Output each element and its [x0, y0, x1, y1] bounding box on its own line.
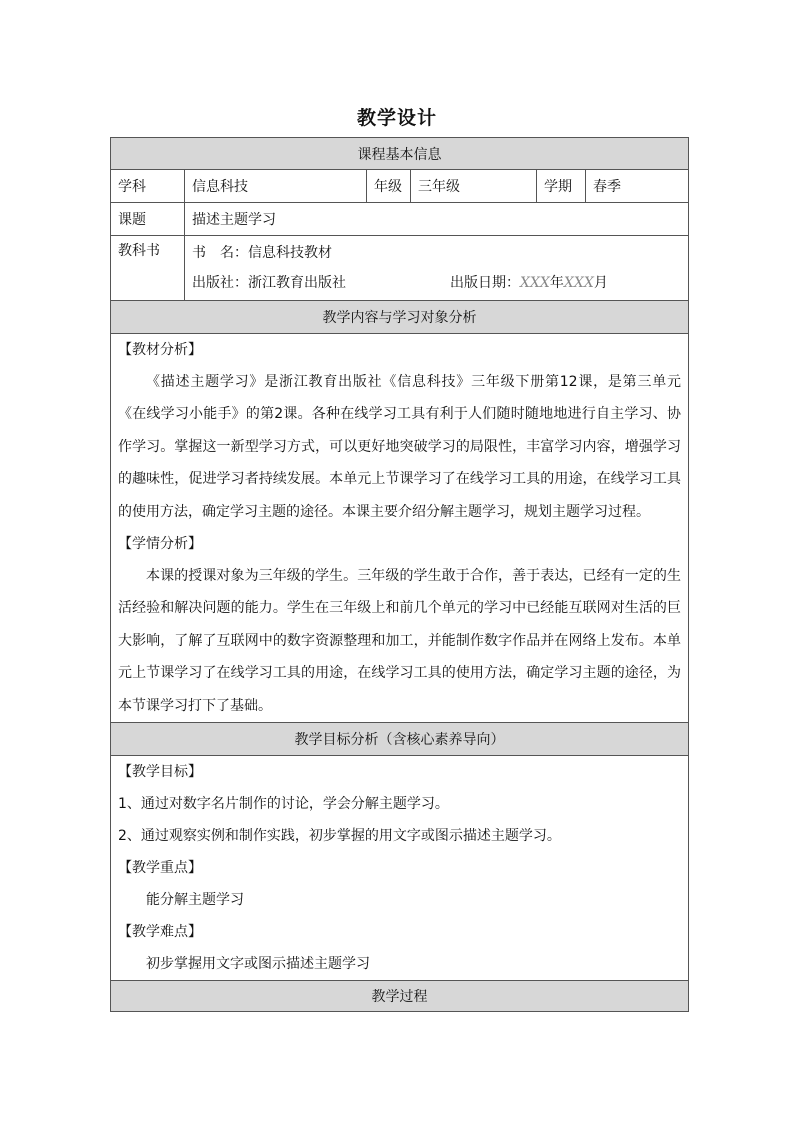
content-analysis-row — [111, 334, 689, 723]
publisher-label: 出版社： — [192, 275, 248, 291]
book-name-value: 信息科技教材 — [248, 245, 332, 261]
grade-value: 三年级 — [411, 170, 537, 203]
textbook-label: 教科书 — [111, 236, 185, 301]
term-value: 春季 — [586, 170, 689, 203]
key-point-text: 能分解主题学习 — [146, 892, 244, 909]
difficulty-heading: 【教学难点】 — [118, 924, 202, 941]
topic-value: 描述主题学习 — [185, 203, 689, 236]
book-name-label: 书 名： — [192, 245, 248, 261]
key-point-heading: 【教学重点】 — [118, 860, 202, 877]
section-objective-analysis: 教学目标分析（含核心素养导向） — [111, 723, 689, 756]
textbook-row — [111, 236, 689, 301]
goal-heading: 【教学目标】 — [118, 764, 202, 781]
term-label: 学期 — [537, 170, 586, 203]
goal-item-2: 2、通过观察实例和制作实践，初步掌握的用文字或图示描述主题学习。 — [118, 828, 561, 845]
pub-date-month: XXX — [563, 275, 594, 291]
basic-info-row — [111, 170, 689, 203]
subject-value: 信息科技 — [185, 170, 367, 203]
section-content-analysis: 教学内容与学习对象分析 — [111, 301, 689, 334]
grade-label: 年级 — [367, 170, 411, 203]
publisher-value: 浙江教育出版社 — [248, 275, 346, 291]
material-paragraph: 《描述主题学习》是浙江教育出版社《信息科技》三年级下册第12课，是第三单元《在线学习小能手》的第2课。各种在线学习工具有利于人们随时随地地进行自主学习、协作学习。掌握这一新型学习方式，可以更好地突破学习的局限性，丰富学习内容，增强学习的趣味性，促进学习者持续发展。本单元上节课学习了在线学习工具的用途，在线学习工具的使用方法，确定学习主题的途径。本课主要介绍分解主题学习，规划主题学习过程。 — [118, 374, 681, 520]
objectives-row — [111, 756, 689, 981]
pub-date-label: 出版日期： — [450, 275, 520, 291]
pub-date-year: XXX — [520, 275, 550, 291]
section-header-row — [111, 301, 689, 334]
section-header-row — [111, 723, 689, 756]
section-process: 教学过程 — [111, 981, 689, 1012]
objectives-body — [111, 756, 689, 981]
goal-item-1: 1、通过对数字名片制作的讨论，学会分解主题学习。 — [118, 796, 449, 813]
difficulty-text: 初步掌握用文字或图示描述主题学习 — [146, 956, 370, 973]
topic-label: 课题 — [111, 203, 185, 236]
content-analysis-body — [111, 334, 689, 723]
document-title: 教学设计 — [356, 107, 437, 129]
section-basic-info: 课程基本信息 — [111, 138, 689, 170]
learner-paragraph: 本课的授课对象为三年级的学生。三年级的学生敢于合作，善于表达，已经有一定的生活经验和解决问题的能力。学生在三年级上和前几个单元的学习中已经能互联网对生活的巨大影响，了解了互联网中的数字资源整理和加工，并能制作数字作品并在网络上发布。本单元上节课学习了在线学习工具的用途，在线学习工具的使用方法，确定学习主题的途径，为本节课学习打下了基础。 — [118, 568, 681, 714]
lesson-plan-table — [110, 137, 689, 1012]
material-heading: 【教材分析】 — [118, 342, 202, 358]
learner-heading: 【学情分析】 — [118, 536, 202, 553]
topic-row — [111, 203, 689, 236]
section-header-row — [111, 138, 689, 170]
book-name-line — [192, 238, 681, 268]
section-header-row — [111, 981, 689, 1012]
subject-label: 学科 — [111, 170, 185, 203]
pub-date-year-unit: 年 — [549, 275, 564, 291]
textbook-details — [185, 236, 689, 301]
pub-date-month-unit: 月 — [593, 275, 608, 291]
publisher-line — [192, 268, 681, 298]
